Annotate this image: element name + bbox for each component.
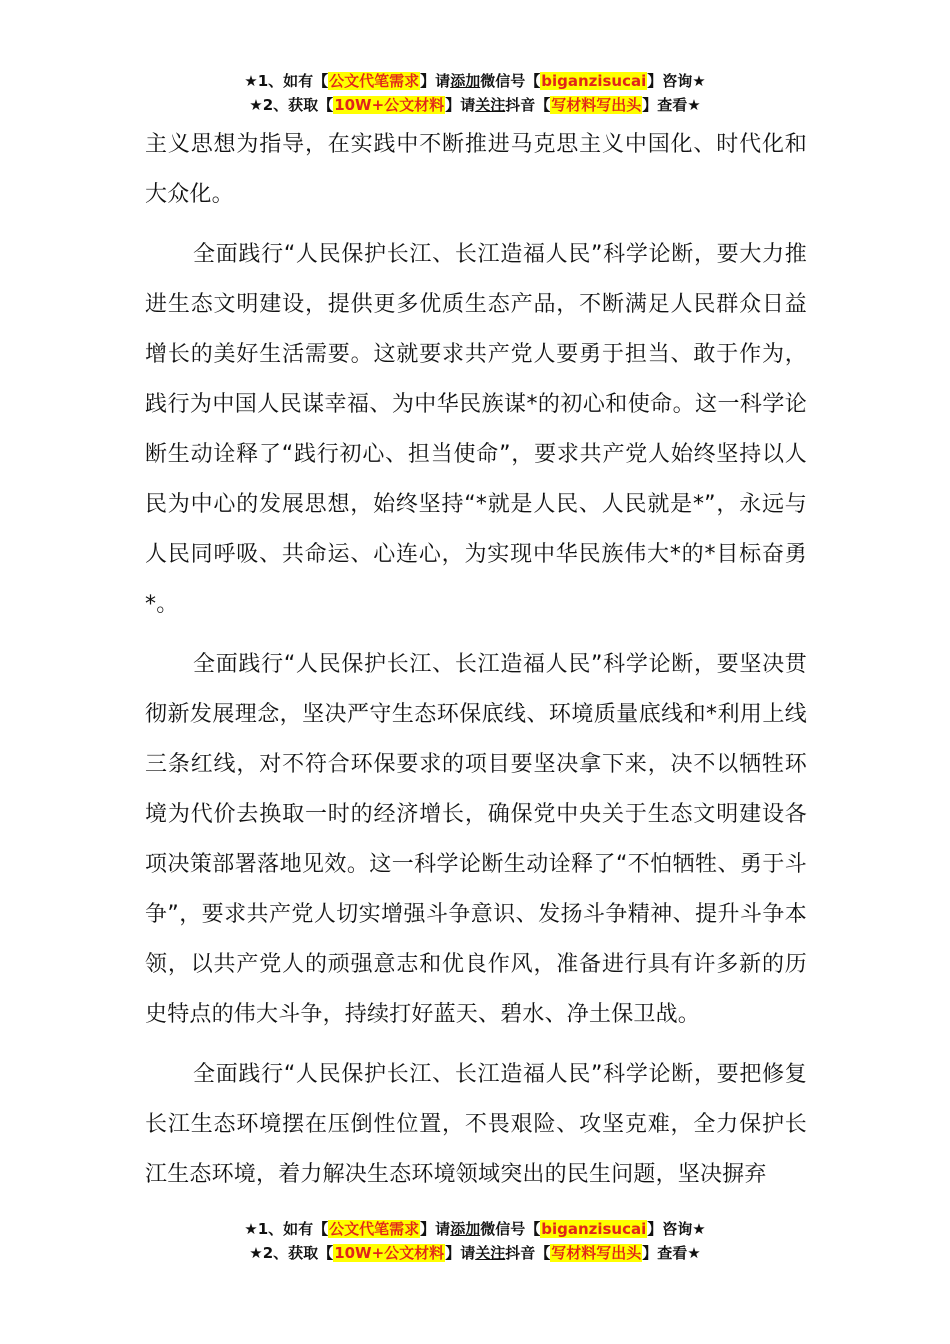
- paragraph: 全面践行“人民保护长江、长江造福人民”科学论断，要坚决贯彻新发展理念，坚决严守生态环保底线、环境质量底线和*利用上线三条红线，对不符合环保要求的项目要坚决拿下来，决不以牺牲环境为代价去换取一时的经济增长，确保党中央关于生态文明建设各项决策部署落地见效。这一科学论断生动诠释了“不怕牺牲、勇于斗争”，要求共产党人切实增强斗争意识、发扬斗争精神、提升斗争本领，以共产党人的顽强意志和优良作风，准备进行具有许多新的历史特点的伟大斗争，持续打好蓝天、碧水、净土保卫战。: [145, 652, 807, 1027]
- header-banner: [0, 69, 950, 117]
- banner-text: 】请: [420, 72, 451, 90]
- banner-text: 】请: [445, 96, 476, 114]
- banner-text: ★1、如有【: [244, 72, 329, 90]
- banner-text: ★2、获取【: [249, 96, 334, 114]
- highlight-text: biganzisucai: [541, 1220, 647, 1238]
- highlight-text: 10W+公文材料: [334, 1244, 445, 1262]
- highlight-text: 公文代笔需求: [329, 1220, 420, 1238]
- footer-banner: [0, 1217, 950, 1265]
- paragraph: 全面践行“人民保护长江、长江造福人民”科学论断，要把修复长江生态环境摆在压倒性位置，不畏艰险、攻坚克难，全力保护长江生态环境，着力解决生态环境领域突出的民生问题，坚决摒弃: [145, 1062, 807, 1187]
- banner-text: 】查看★: [642, 96, 701, 114]
- banner-text: ★2、获取【: [249, 1244, 334, 1262]
- banner-text: 微信号【: [480, 72, 541, 90]
- banner-text: 】咨询★: [647, 72, 706, 90]
- paragraph: 全面践行“人民保护长江、长江造福人民”科学论断，要大力推进生态文明建设，提供更多优质生态产品，不断满足人民群众日益增长的美好生活需要。这就要求共产党人要勇于担当、敢于作为，践行为中国人民谋幸福、为中华民族谋*的初心和使命。这一科学论断生动诠释了“践行初心、担当使命”，要求共产党人始终坚持以人民为中心的发展思想，始终坚持“*就是人民、人民就是*”，永远与人民同呼吸、共命运、心连心，为实现中华民族伟大*的*目标奋勇*。: [145, 242, 807, 617]
- underlined-text: 关注: [475, 96, 506, 114]
- banner-line-1: [0, 69, 950, 93]
- banner-line-2: [0, 1241, 950, 1265]
- underlined-text: 关注: [475, 1244, 506, 1262]
- banner-text: 抖音【: [505, 96, 551, 114]
- banner-text: 微信号【: [480, 1220, 541, 1238]
- banner-text: 抖音【: [505, 1244, 551, 1262]
- banner-text: 】请: [445, 1244, 476, 1262]
- banner-line-2: [0, 93, 950, 117]
- underlined-text: 添加: [450, 72, 481, 90]
- highlight-text: biganzisucai: [541, 72, 647, 90]
- banner-text: 】请: [420, 1220, 451, 1238]
- banner-line-1: [0, 1217, 950, 1241]
- paragraph-continued: 主义思想为指导，在实践中不断推进马克思主义中国化、时代化和大众化。: [145, 132, 807, 207]
- banner-text: ★1、如有【: [244, 1220, 329, 1238]
- highlight-text: 写材料写出头: [551, 96, 642, 114]
- highlight-text: 公文代笔需求: [329, 72, 420, 90]
- highlight-text: 10W+公文材料: [334, 96, 445, 114]
- highlight-text: 写材料写出头: [551, 1244, 642, 1262]
- document-body: [145, 120, 807, 1210]
- banner-text: 】查看★: [642, 1244, 701, 1262]
- banner-text: 】咨询★: [647, 1220, 706, 1238]
- underlined-text: 添加: [450, 1220, 481, 1238]
